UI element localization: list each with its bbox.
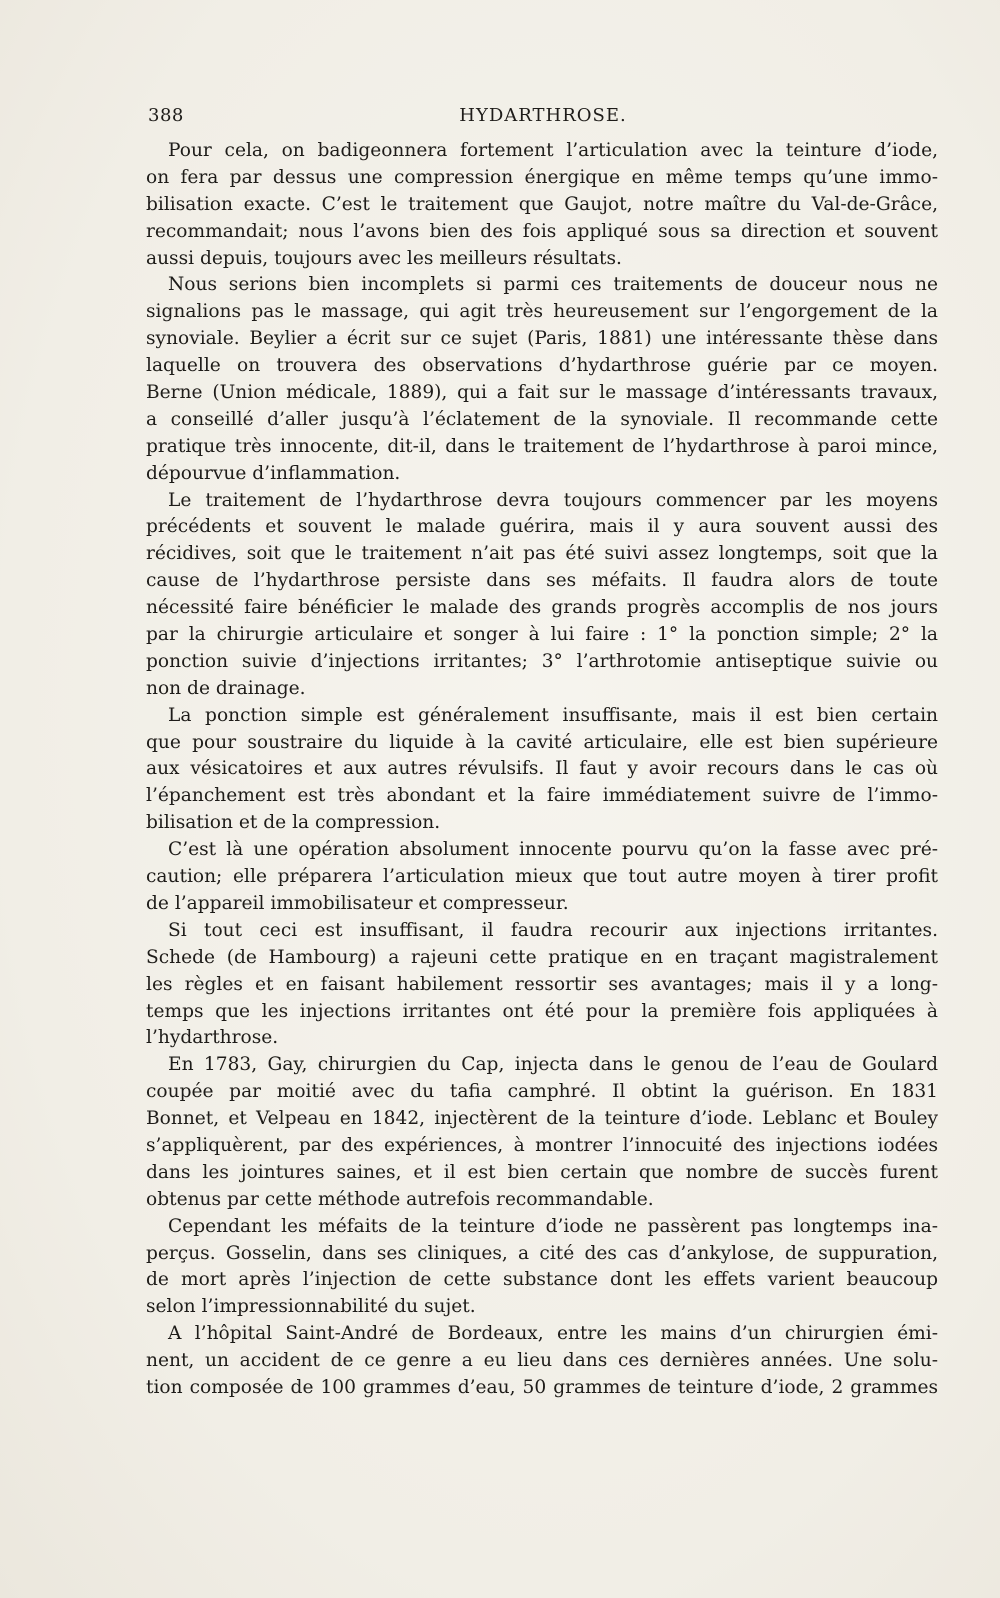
text-line: tion composée de 100 grammes d’eau, 50 grammes de teinture d’iode, 2 grammes <box>146 1376 938 1398</box>
text-line: perçus. Gosselin, dans ses cliniques, a cité des cas d’ankylose, de suppuration, <box>146 1242 938 1264</box>
text-line: nécessité faire bénéficier le malade des grands progrès accomplis de nos jours <box>146 597 938 619</box>
text-line: En 1783, Gay, chirurgien du Cap, injecta dans le genou de l’eau de Goulard <box>168 1054 938 1076</box>
text-line: de l’appareil immobilisateur et compresseur. <box>146 892 569 914</box>
text-line: temps que les injections irritantes ont été pour la première fois appliquées à <box>146 1000 938 1022</box>
page-number: 388 <box>148 105 184 126</box>
text-line: a conseillé d’aller jusqu’à l’éclatement de la synoviale. Il recommande cette <box>146 408 938 430</box>
text-line: que pour soustraire du liquide à la cavité articulaire, elle est bien supérieure <box>146 731 938 753</box>
text-line: Pour cela, on badigeonnera fortement l’articulation avec la teinture d’iode, <box>168 140 938 161</box>
text-line: ponction suivie d’injections irritantes; 3° l’arthrotomie antiseptique suivie ou <box>146 650 938 672</box>
text-line: Nous serions bien incomplets si parmi ces traitements de douceur nous ne <box>168 274 938 296</box>
text-line: caution; elle préparera l’articulation mieux que tout autre moyen à tirer profit <box>146 866 938 888</box>
text-line: bilisation exacte. C’est le traitement que Gaujot, notre maître du Val-de-Grâce, <box>146 193 938 215</box>
text-line: par la chirurgie articulaire et songer à lui faire : 1° la ponction simple; 2° la <box>146 624 938 646</box>
text-line: précédents et souvent le malade guérira, mais il y aura souvent aussi des <box>146 516 938 538</box>
running-title: HYDARTHROSE. <box>459 105 627 126</box>
text-line: de mort après l’injection de cette substance dont les effets varient beaucoup <box>146 1269 938 1291</box>
text-line: C’est là une opération absolument innocente pourvu qu’on la fasse avec pré- <box>168 839 938 861</box>
text-line: récidives, soit que le traitement n’ait pas été suivi assez longtemps, soit que la <box>146 543 938 565</box>
text-line: A l’hôpital Saint-André de Bordeaux, entre les mains d’un chirurgien émi- <box>168 1323 938 1345</box>
text-line: dans les jointures saines, et il est bien certain que nombre de succès furent <box>146 1161 938 1183</box>
text-line: laquelle on trouvera des observations d’hydarthrose guérie par ce moyen. <box>146 355 938 377</box>
text-line: obtenus par cette méthode autrefois recommandable. <box>146 1188 654 1210</box>
text-line: l’épanchement est très abondant et la faire immédiatement suivre de l’immo- <box>146 785 938 807</box>
text-line: signalions pas le massage, qui agit très heureusement sur l’engorgement de la <box>146 301 938 323</box>
text-line: Bonnet, et Velpeau en 1842, injectèrent de la teinture d’iode. Leblanc et Bouley <box>146 1108 938 1130</box>
text-line: La ponction simple est généralement insuffisante, mais il est bien certain <box>168 704 938 726</box>
text-line: Cependant les méfaits de la teinture d’iode ne passèrent pas longtemps ina- <box>168 1215 938 1237</box>
text-line: dépourvue d’inflammation. <box>146 462 401 484</box>
page-header <box>148 103 938 129</box>
text-line: aussi depuis, toujours avec les meilleurs résultats. <box>146 247 622 269</box>
text-line: cause de l’hydarthrose persiste dans ses méfaits. Il faudra alors de toute <box>146 570 938 592</box>
text-line: pratique très innocente, dit-il, dans le traitement de l’hydarthrose à paroi mince, <box>146 435 938 457</box>
text-line: aux vésicatoires et aux autres révulsifs. Il faut y avoir recours dans le cas où <box>146 758 938 780</box>
text-line: les règles et en faisant habilement ressortir ses avantages; mais il y a long- <box>146 973 938 995</box>
text-line: recommandait; nous l’avons bien des fois appliqué sous sa direction et souvent <box>146 220 938 242</box>
text-line: nent, un accident de ce genre a eu lieu dans ces dernières années. Une solu- <box>146 1350 938 1372</box>
text-line: l’hydarthrose. <box>146 1027 279 1049</box>
text-line: bilisation et de la compression. <box>146 812 441 834</box>
text-line: Si tout ceci est insuffisant, il faudra recourir aux injections irritantes. <box>168 919 938 941</box>
text-line: on fera par dessus une compression énergique en même temps qu’une immo- <box>146 166 938 188</box>
text-line: Le traitement de l’hydarthrose devra toujours commencer par les moyens <box>168 489 938 511</box>
text-line: s’appliquèrent, par des expériences, à montrer l’innocuité des injections iodées <box>146 1134 938 1156</box>
text-line: Schede (de Hambourg) a rajeuni cette pratique en en traçant magistralement <box>146 946 938 968</box>
body-text <box>146 138 938 1402</box>
text-line: selon l’impressionnabilité du sujet. <box>146 1296 476 1318</box>
text-line: non de drainage. <box>146 677 306 699</box>
text-line: Berne (Union médicale, 1889), qui a fait sur le massage d’intéressants travaux, <box>146 382 938 404</box>
text-line: synoviale. Beylier a écrit sur ce sujet (Paris, 1881) une intéressante thèse dans <box>146 328 938 350</box>
text-line: coupée par moitié avec du tafia camphré. Il obtint la guérison. En 1831 <box>146 1081 938 1103</box>
